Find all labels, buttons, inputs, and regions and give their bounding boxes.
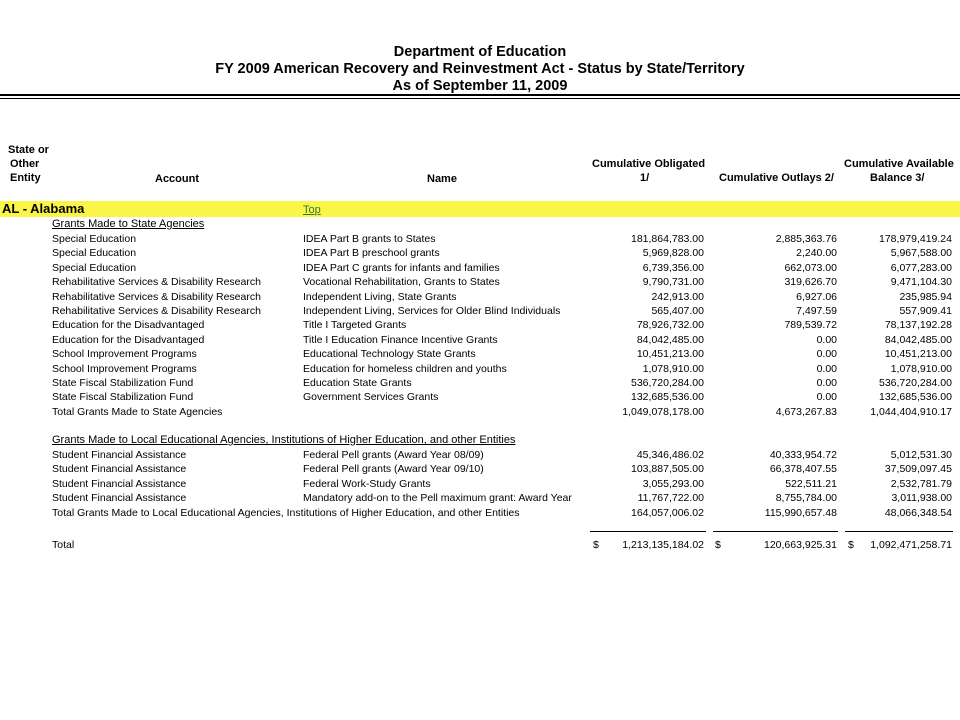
name-cell: Independent Living, State Grants (303, 290, 457, 303)
account-cell: Student Financial Assistance (52, 492, 187, 505)
obligated-cell: 45,346,486.02 (636, 449, 704, 461)
account-cell: Education for the Disadvantaged (52, 333, 205, 346)
balance-cell: 235,985.94 (899, 290, 952, 303)
obligated-cell: 3,055,293.00 (642, 477, 704, 490)
balance-cell: 6,077,283.00 (890, 261, 952, 274)
table-row (0, 333, 960, 347)
table-row (0, 362, 960, 376)
balance-cell: 10,451,213.00 (884, 348, 952, 361)
state-label: AL - Alabama (2, 201, 85, 216)
currency-outlays: $ (715, 539, 721, 551)
table-row (0, 318, 960, 332)
header-rule-thin (0, 98, 960, 99)
balance-cell: 1,044,404,910.17 (870, 405, 952, 418)
name-cell: Federal Work-Study Grants (303, 477, 431, 490)
header-rule-thick (0, 94, 960, 96)
outlays-cell: 2,885,363.76 (775, 233, 837, 245)
table-row (0, 246, 960, 260)
grand-total-outlays: 120,663,925.31 (764, 539, 837, 551)
table-row (0, 491, 960, 505)
name-cell: Educational Technology State Grants (303, 348, 476, 361)
name-cell: Title I Targeted Grants (303, 319, 407, 332)
table-row (0, 462, 960, 476)
account-cell: Student Financial Assistance (52, 449, 187, 461)
col-header-state-2: Other (10, 158, 40, 170)
table-row (0, 448, 960, 462)
balance-cell: 178,979,419.24 (879, 233, 952, 245)
balance-cell: 84,042,485.00 (884, 333, 952, 346)
table-row (0, 477, 960, 491)
name-cell: IDEA Part C grants for infants and families (303, 261, 500, 274)
col-header-available-2: Balance 3/ (870, 172, 925, 184)
account-cell: Total Grants Made to State Agencies (52, 405, 223, 418)
obligated-cell: 1,049,078,178.00 (622, 405, 704, 418)
table-row (0, 376, 960, 390)
account-cell: Total Grants Made to Local Educational Agencies, Institutions of Higher Education, and other Entities (52, 506, 520, 519)
outlays-cell: 0.00 (816, 333, 837, 346)
name-cell: Independent Living, Services for Older Blind Individuals (303, 305, 561, 317)
outlays-cell: 319,626.70 (784, 276, 837, 289)
balance-cell: 3,011,938.00 (891, 492, 952, 505)
grand-total-row (0, 538, 960, 552)
top-link[interactable]: Top (303, 204, 321, 216)
obligated-cell: 565,407.00 (651, 305, 704, 317)
balance-cell: 2,532,781.79 (890, 477, 952, 490)
table-row (0, 290, 960, 304)
obligated-cell: 103,887,505.00 (631, 463, 704, 476)
grand-total-label: Total (52, 539, 75, 551)
col-header-account: Account (155, 173, 199, 185)
outlays-cell: 40,333,954.72 (769, 449, 837, 461)
outlays-cell: 522,511.21 (785, 477, 837, 490)
account-cell: Student Financial Assistance (52, 463, 187, 476)
report-title-act: FY 2009 American Recovery and Reinvestment Act - Status by State/Territory (215, 61, 745, 77)
outlays-cell: 2,240.00 (796, 247, 837, 260)
obligated-cell: 6,739,356.00 (642, 261, 704, 274)
section-title-local-agencies: Grants Made to Local Educational Agencies, Institutions of Higher Education, and other Entities (52, 434, 516, 446)
obligated-cell: 536,720,284.00 (631, 377, 704, 389)
balance-cell: 48,066,348.54 (884, 506, 952, 519)
col-header-obligated-2: 1/ (640, 172, 650, 184)
name-cell: Education State Grants (303, 377, 412, 389)
sum-rule-obligated (590, 531, 706, 532)
obligated-cell: 9,790,731.00 (642, 276, 704, 289)
outlays-cell: 0.00 (816, 348, 837, 361)
outlays-cell: 115,990,657.48 (764, 506, 837, 519)
table-row (0, 390, 960, 404)
obligated-cell: 11,767,722.00 (637, 492, 704, 505)
outlays-cell: 789,539.72 (784, 319, 837, 332)
obligated-cell: 78,926,732.00 (636, 319, 704, 332)
outlays-cell: 4,673,267.83 (775, 405, 837, 418)
account-cell: Rehabilitative Services & Disability Research (52, 290, 261, 303)
obligated-cell: 132,685,536.00 (631, 391, 704, 404)
outlays-cell: 7,497.59 (796, 305, 837, 317)
name-cell: Government Services Grants (303, 391, 439, 404)
balance-cell: 557,909.41 (899, 305, 952, 317)
balance-cell: 5,967,588.00 (890, 247, 952, 260)
name-cell: Education for homeless children and youths (303, 362, 507, 375)
table-total-row (0, 405, 960, 419)
table-row (0, 304, 960, 318)
account-cell: Special Education (52, 261, 137, 274)
account-cell: Special Education (52, 233, 137, 245)
table-row (0, 275, 960, 289)
name-cell: IDEA Part B grants to States (303, 233, 436, 245)
table-row (0, 347, 960, 361)
section-title-state-agencies: Grants Made to State Agencies (52, 218, 205, 230)
balance-cell: 536,720,284.00 (879, 377, 952, 389)
name-cell: Federal Pell grants (Award Year 08/09) (303, 449, 484, 461)
name-cell: Mandatory add-on to the Pell maximum grant: Award Year (303, 492, 572, 505)
balance-cell: 1,078,910.00 (890, 362, 952, 375)
obligated-cell: 181,864,783.00 (631, 233, 704, 245)
name-cell: Title I Education Finance Incentive Grants (303, 333, 498, 346)
outlays-cell: 0.00 (816, 391, 837, 404)
balance-cell: 37,509,097.45 (884, 463, 952, 476)
account-cell: Special Education (52, 247, 137, 260)
table-row (0, 261, 960, 275)
balance-cell: 9,471,104.30 (890, 276, 952, 289)
col-header-state-1: State or (8, 144, 49, 156)
account-cell: School Improvement Programs (52, 348, 197, 361)
col-header-name: Name (427, 173, 457, 185)
outlays-cell: 66,378,407.55 (769, 463, 837, 476)
name-cell: Vocational Rehabilitation, Grants to States (303, 276, 500, 289)
obligated-cell: 242,913.00 (651, 290, 704, 303)
outlays-cell: 0.00 (816, 362, 837, 375)
report-title-date: As of September 11, 2009 (392, 78, 568, 94)
col-header-obligated-1: Cumulative Obligated (592, 158, 706, 170)
table-total-row (0, 506, 960, 520)
currency-balance: $ (848, 539, 854, 551)
col-header-state-3: Entity (10, 172, 41, 184)
col-header-outlays: Cumulative Outlays 2/ (719, 172, 834, 184)
balance-cell: 78,137,192.28 (884, 319, 952, 332)
obligated-cell: 84,042,485.00 (636, 333, 704, 346)
account-cell: State Fiscal Stabilization Fund (52, 377, 194, 389)
report-title-department: Department of Education (393, 44, 567, 60)
grand-total-balance: 1,092,471,258.71 (870, 539, 952, 551)
col-header-available-1: Cumulative Available (844, 158, 954, 170)
grand-total-obligated: 1,213,135,184.02 (622, 539, 704, 551)
obligated-cell: 10,451,213.00 (636, 348, 704, 361)
state-highlight-bar (0, 201, 960, 217)
sum-rule-balance (845, 531, 953, 532)
outlays-cell: 662,073.00 (784, 261, 837, 274)
table-row (0, 232, 960, 246)
account-cell: Education for the Disadvantaged (52, 319, 205, 332)
obligated-cell: 1,078,910.00 (642, 362, 704, 375)
obligated-cell: 164,057,006.02 (631, 506, 704, 519)
outlays-cell: 6,927.06 (796, 290, 837, 303)
balance-cell: 132,685,536.00 (879, 391, 952, 404)
outlays-cell: 0.00 (816, 377, 837, 389)
name-cell: Federal Pell grants (Award Year 09/10) (303, 463, 484, 476)
outlays-cell: 8,755,784.00 (775, 492, 837, 505)
obligated-cell: 5,969,828.00 (642, 247, 704, 260)
account-cell: State Fiscal Stabilization Fund (52, 391, 194, 404)
currency-obligated: $ (593, 539, 599, 551)
name-cell: IDEA Part B preschool grants (303, 247, 440, 260)
account-cell: Rehabilitative Services & Disability Research (52, 276, 261, 289)
balance-cell: 5,012,531.30 (890, 449, 952, 461)
account-cell: School Improvement Programs (52, 362, 197, 375)
sum-rule-outlays (713, 531, 838, 532)
account-cell: Rehabilitative Services & Disability Research (52, 305, 261, 317)
account-cell: Student Financial Assistance (52, 477, 187, 490)
